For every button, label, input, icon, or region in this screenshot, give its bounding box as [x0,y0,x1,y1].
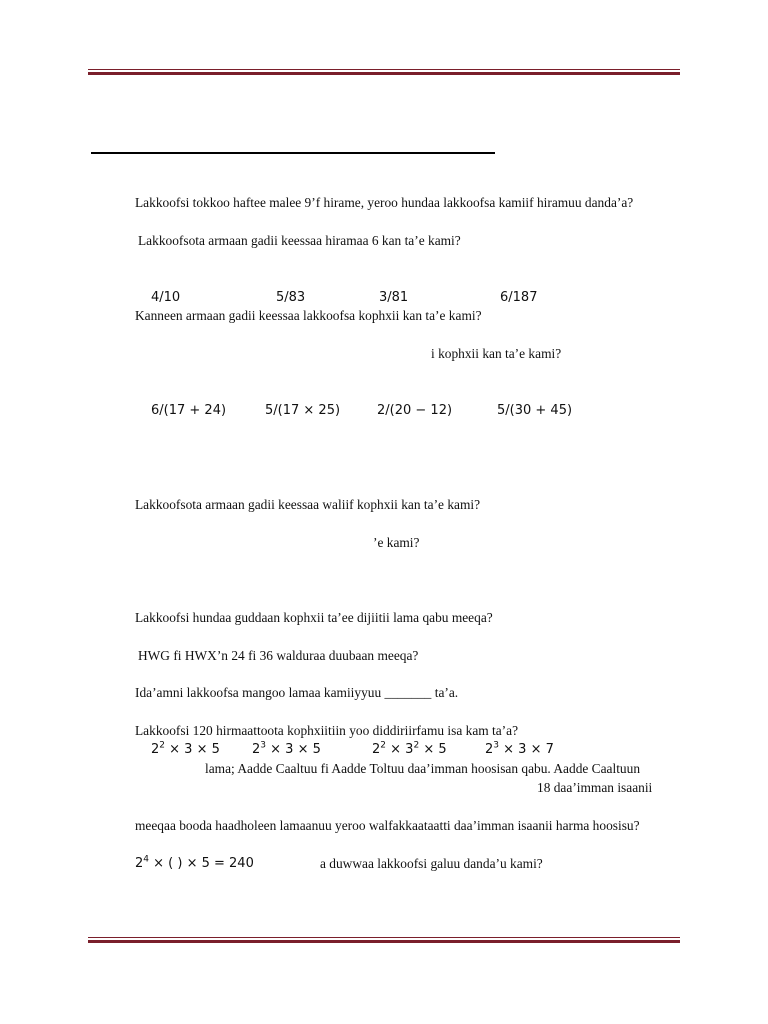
q3-option-2: 5/(17 × 25) [265,403,341,418]
q2-option-1: 4/10 [151,290,181,305]
question-4-fragment: ’e kami? [373,535,420,550]
question-1: Lakkoofsi tokkoo haftee malee 9’f hirame, yeroo hundaa lakkoofsa kamiif hiramuu danda’a? [135,195,634,210]
question-3-fragment: i kophxii kan ta’e kami? [431,346,562,361]
q2-option-4: 6/187 [500,290,538,305]
q8-option-2: $2^3 \times 3 \times 5$ [252,740,321,757]
title-underline [91,152,495,154]
q3-option-4: 5/(30 + 45) [497,403,573,418]
q8-option-4: $2^3 \times 3 \times 7$ [485,740,554,757]
q3-option-1: 6/(17 + 24) [151,403,227,418]
question-9-line-3: meeqaa booda haadholeen lamaanuu yeroo walfakkaataatti daa’imman isaanii harma hoosisu? [135,818,640,833]
question-4: Lakkoofsota armaan gadii keessaa waliif kophxii kan ta’e kami? [135,497,481,512]
question-9-line-1: lama; Aadde Caaltuu fi Aadde Toltuu daa’imman hoosisan qabu. Aadde Caaltuun [205,761,641,776]
q2-option-3: 3/81 [379,290,409,305]
question-7: Ida’amni lakkoofsa mangoo lamaa kamiiyyuu _______ ta’a. [135,685,459,700]
question-10-equation: $2^4$ × ( ) × 5 = 240 [135,854,254,871]
header-rule [88,69,680,75]
q8-option-1: $2^2 \times 3 \times 5$ [151,740,220,757]
question-5: Lakkoofsi hundaa guddaan kophxii ta’ee dijiitii lama qabu meeqa? [135,610,493,625]
question-6: HWG fi HWX’n 24 fi 36 walduraa duubaan meeqa? [138,648,419,663]
question-10: a duwwaa lakkoofsi galuu danda’u kami? [320,856,543,871]
question-2: Lakkoofsota armaan gadii keessaa hiramaa 6 kan ta’e kami? [138,233,461,248]
footer-rule [88,937,680,943]
question-8: Lakkoofsi 120 hirmaattoota kophxiitiin yoo diddiriirfamu isa kam ta’a? [135,723,519,738]
q8-option-3: $2^2 \times 3^2 \times 5$ [372,740,447,757]
q3-option-3: 2/(20 − 12) [377,403,453,418]
question-3: Kanneen armaan gadii keessaa lakkoofsa kophxii kan ta’e kami? [135,308,482,323]
question-9-line-2: 18 daa’imman isaanii [537,780,653,795]
q2-option-2: 5/83 [276,290,306,305]
